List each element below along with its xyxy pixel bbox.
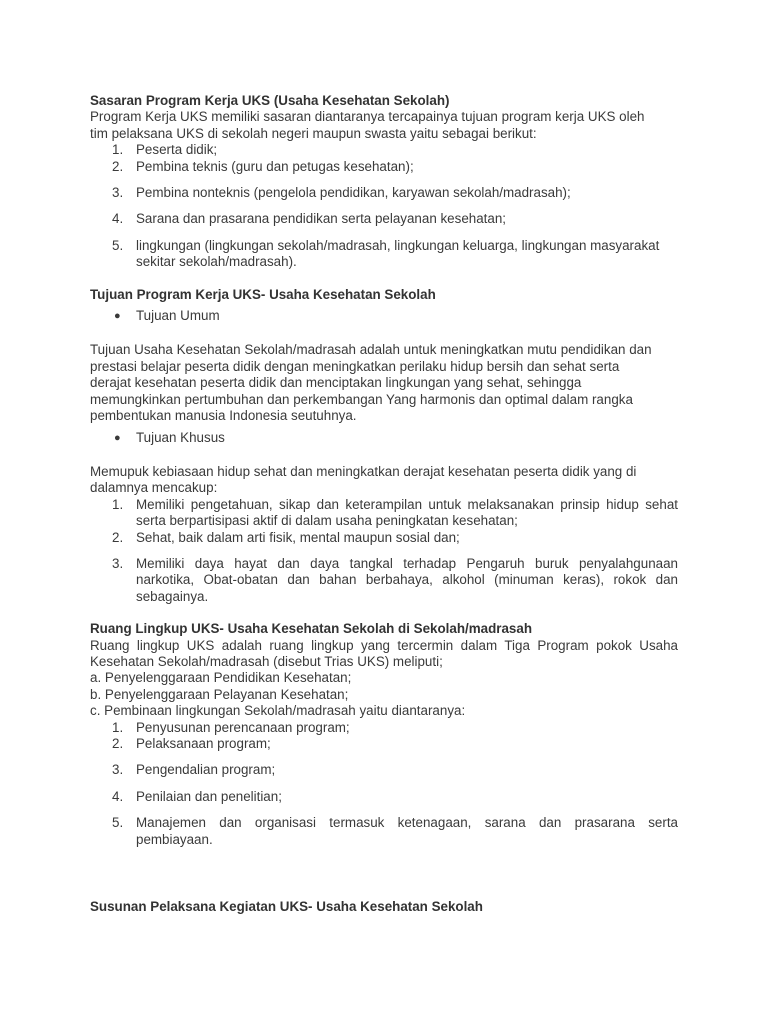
bullet-list-khusus bbox=[90, 430, 678, 446]
letter-item: c. Pembinaan lingkungan Sekolah/madrasah yaitu diantaranya: bbox=[90, 703, 466, 719]
paragraph: Ruang lingkup UKS adalah ruang lingkup yang tercermin dalam Tiga Program pokok Usaha bbox=[90, 637, 678, 653]
section-title-susunan: Susunan Pelaksana Kegiatan UKS- Usaha Kesehatan Sekolah bbox=[90, 899, 483, 915]
section-title-sasaran: Sasaran Program Kerja UKS (Usaha Kesehatan Sekolah) bbox=[90, 93, 450, 108]
list-item: 4. Penilaian dan penelitian; bbox=[112, 788, 282, 804]
numbered-list-sasaran bbox=[90, 142, 678, 270]
list-item: 1. Peserta didik; bbox=[112, 142, 218, 158]
bullet-list-umum bbox=[90, 308, 678, 324]
list-item: 1. Penyusunan perencanaan program; bbox=[112, 719, 350, 735]
section-title-tujuan: Tujuan Program Kerja UKS- Usaha Kesehatan Sekolah bbox=[90, 286, 436, 302]
list-item: 3. Pembina nonteknis (pengelola pendidikan, karyawan sekolah/madrasah); bbox=[112, 185, 571, 201]
section-title-ruang-lingkup: Ruang Lingkup UKS- Usaha Kesehatan Sekolah di Sekolah/madrasah bbox=[90, 621, 533, 637]
paragraph: tim pelaksana UKS di sekolah negeri maupun swasta yaitu sebagai berikut: bbox=[90, 125, 537, 141]
paragraph-tujuan-khusus: Memupuk kebiasaan hidup sehat dan meningkatkan derajat kesehatan peserta didik yang di dalamnya mencakup: bbox=[90, 463, 637, 496]
bullet-icon: ● bbox=[114, 431, 121, 444]
document-content bbox=[90, 93, 678, 915]
list-item: 5. lingkungan (lingkungan sekolah/madrasah, lingkungan keluarga, lingkungan masyarakat sekitar sekolah/madrasah). bbox=[112, 237, 660, 270]
paragraph: Program Kerja UKS memiliki sasaran diantaranya tercapainya tujuan program kerja UKS oleh bbox=[90, 109, 645, 125]
list-item: 2. Sehat, baik dalam arti fisik, mental maupun sosial dan; bbox=[112, 529, 460, 545]
list-item: 2. Pelaksanaan program; bbox=[112, 736, 271, 751]
list-item: 4. Sarana dan prasarana pendidikan serta pelayanan kesehatan; bbox=[112, 211, 507, 227]
list-item: 3. Pengendalian program; bbox=[112, 762, 276, 778]
list-item: 2. Pembina teknis (guru dan petugas kesehatan); bbox=[112, 158, 414, 174]
list-item: ● Tujuan Umum bbox=[114, 308, 220, 324]
letter-item: a. Penyelenggaraan Pendidikan Kesehatan; bbox=[90, 670, 352, 686]
bullet-icon: ● bbox=[114, 310, 121, 323]
paragraph: Kesehatan Sekolah/madrasah (disebut Trias UKS) meliputi; bbox=[90, 653, 443, 669]
list-item: 3. Memiliki daya hayat dan daya tangkal terhadap Pengaruh buruk penyalahgunaan narkotika, Obat-obatan dan bahan berbahaya, alkohol (minuman keras), rokok dan sebagainya. bbox=[112, 555, 678, 604]
list-item: 1. Memiliki pengetahuan, sikap dan keterampilan untuk melaksanakan prinsip hidup sehat serta berpartisipasi aktif di dalam usaha peningkatan kesehatan; bbox=[112, 496, 678, 529]
list-item: 5. Manajemen dan organisasi termasuk ketenagaan, sarana dan prasarana serta pembiayaan. bbox=[112, 815, 678, 847]
numbered-list-ruang-lingkup bbox=[90, 720, 678, 848]
letter-item: b. Penyelenggaraan Pelayanan Kesehatan; bbox=[90, 686, 349, 702]
numbered-list-tujuan-khusus bbox=[90, 497, 678, 605]
list-item: ● Tujuan Khusus bbox=[114, 429, 225, 445]
paragraph-tujuan-umum: Tujuan Usaha Kesehatan Sekolah/madrasah adalah untuk meningkatkan mutu pendidikan dan prestasi belajar peserta didik dengan meningkatkan perilaku hidup bersih dan sehat serta derajat kesehatan peserta didik dan menciptakan lingkungan yang sehat, sehingga memungkinkan pertumbuhan dan perkembangan Yang harmonis dan optimal dalam rangka pembentukan manusia Indonesia seutuhnya. bbox=[90, 342, 652, 424]
